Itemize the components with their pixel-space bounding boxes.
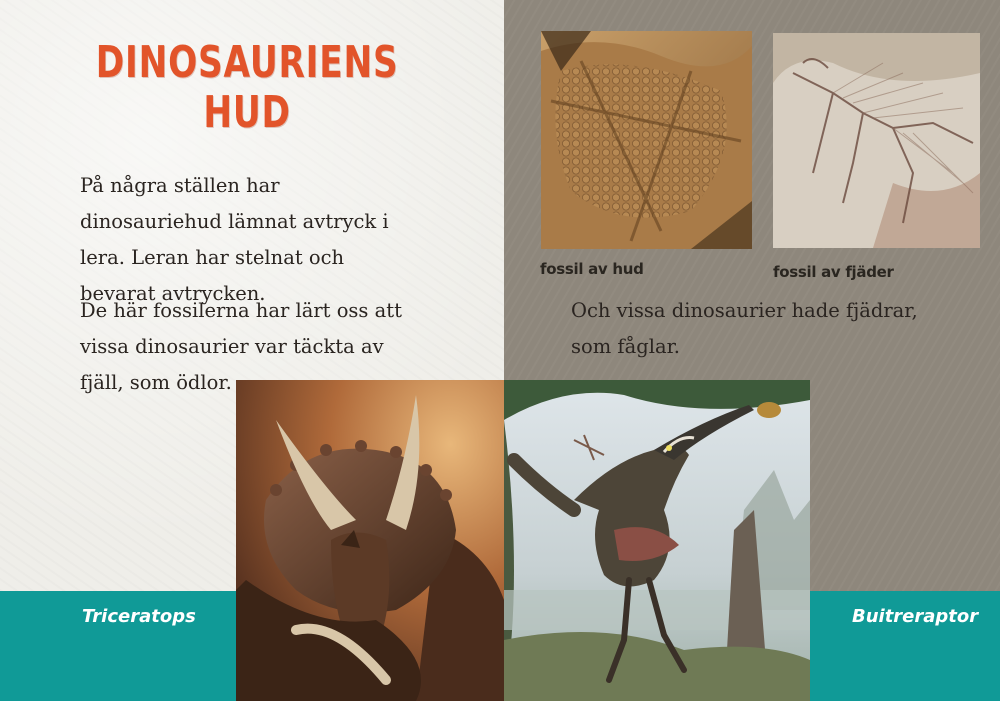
paragraph-feathers: Och vissa dinosaurier hade fjädrar, som fåglar. (571, 299, 918, 358)
triceratops-label: Triceratops (82, 606, 196, 627)
feather-fossil-photo (773, 33, 980, 248)
title-line-1: DINOSAURIENS (95, 37, 399, 88)
buitreraptor-label: Buitreraptor (852, 606, 979, 627)
buitreraptor-illustration (504, 380, 810, 701)
skin-fossil-caption: fossil av hud (540, 260, 644, 278)
skin-fossil-photo (541, 31, 752, 249)
paragraph-skin-imprints: På några ställen har dinosauriehud lämnat avtryck i lera. Leran har stelnat och bevarat avtrycken. (80, 174, 389, 305)
paragraph-scales: De här fossilerna har lärt oss att vissa dinosaurier var täckta av fjäll, som ödlor. (80, 299, 402, 394)
page-title (95, 38, 399, 138)
triceratops-illustration (236, 380, 504, 701)
feather-fossil-caption: fossil av fjäder (773, 263, 894, 281)
title-line-2: HUD (203, 87, 291, 138)
